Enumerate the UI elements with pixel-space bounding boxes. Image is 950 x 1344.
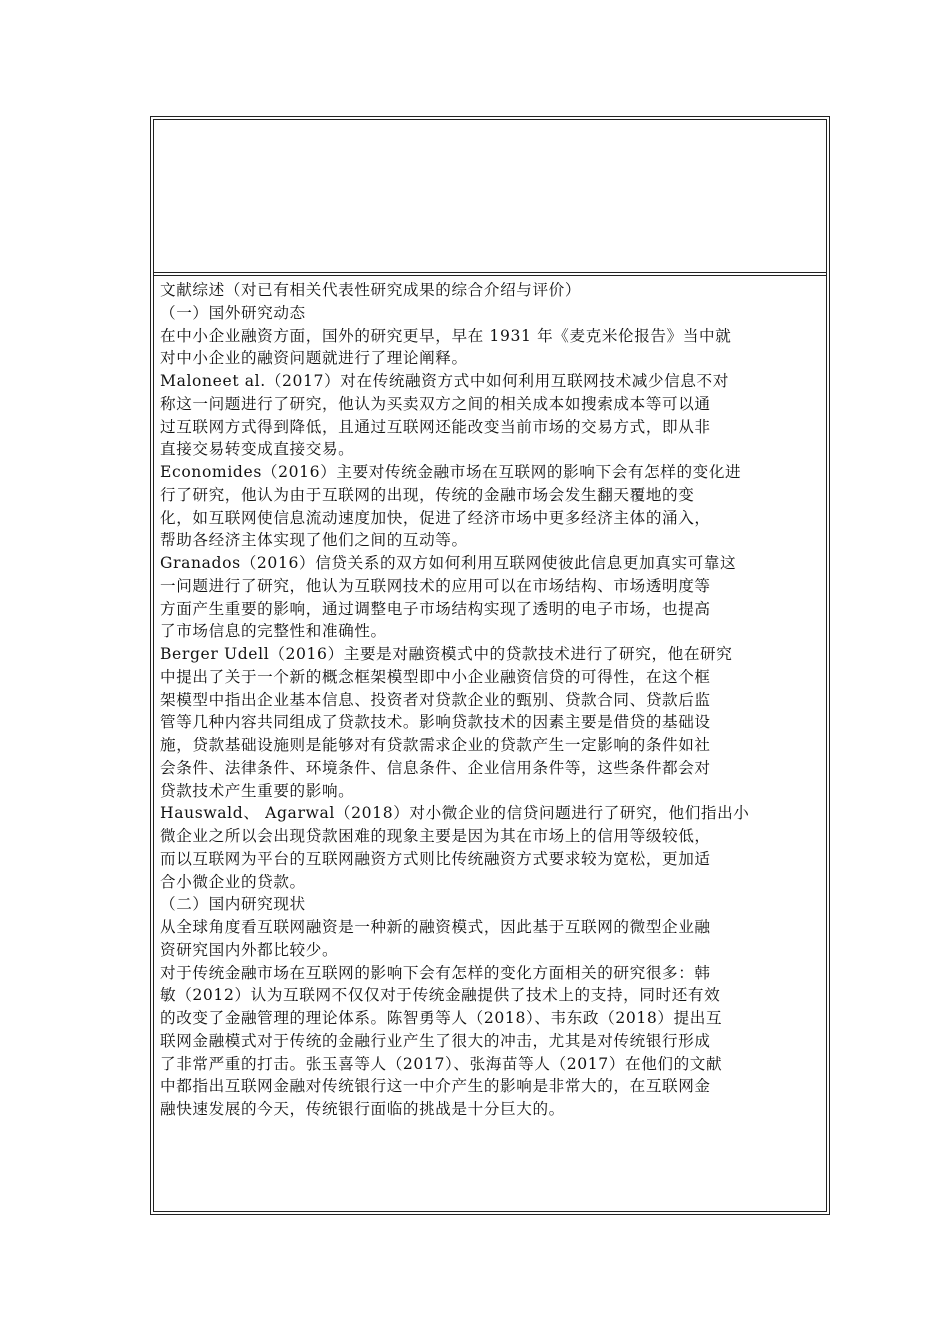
literature-review-cell: [160, 279, 820, 1121]
text-line: 微企业之所以会出现贷款困难的现象主要是因为其在市场上的信用等级较低，: [160, 827, 711, 845]
subsection-domestic: （二）国内研究现状: [160, 895, 306, 914]
text-line: 方面产生重要的影响，通过调整电子市场结构实现了透明的电子市场，也提高: [160, 599, 711, 618]
text-line: 中都指出互联网金融对传统银行这一中介产生的影响是非常大的，在互联网金: [160, 1077, 711, 1096]
text-line: Hauswald、 Agarwal（2018）对小微企业的信贷问题进行了研究，他们指出小: [160, 804, 750, 823]
text-line: 联网金融模式对于传统的金融行业产生了很大的冲击，尤其是对传统银行形成: [160, 1031, 711, 1050]
text-line: Economides（2016）主要对传统金融市场在互联网的影响下会有怎样的变化进: [160, 463, 742, 481]
text-line: 资研究国内外都比较少。: [160, 940, 339, 959]
paragraph-5: [160, 643, 820, 802]
text-line: 对于传统金融市场在互联网的影响下会有怎样的变化方面相关的研究很多：韩: [160, 963, 711, 982]
paragraph-4: [160, 552, 820, 643]
paragraph-2: [160, 370, 820, 461]
cell-divider: [154, 275, 826, 276]
text-line: 在中小企业融资方面，国外的研究更早，早在 1931 年《麦克米伦报告》当中就: [160, 326, 732, 345]
text-line: 了市场信息的完整性和准确性。: [160, 622, 387, 641]
empty-top-cell: [154, 120, 826, 273]
text-line: 过互联网方式得到降低，且通过互联网还能改变当前市场的交易方式，即从非: [160, 417, 711, 436]
section-title: 文献综述（对已有相关代表性研究成果的综合介绍与评价）: [160, 281, 582, 299]
text-line: 贷款技术产生重要的影响。: [160, 781, 355, 800]
text-line: 从全球角度看互联网融资是一种新的融资模式，因此基于互联网的微型企业融: [160, 918, 711, 936]
text-line: 施，贷款基础设施则是能够对有贷款需求企业的贷款产生一定影响的条件如社: [160, 736, 711, 754]
text-line: 的改变了金融管理的理论体系。陈智勇等人（2018）、韦东政（2018）提出互: [160, 1009, 723, 1027]
text-line: 帮助各经济主体实现了他们之间的互动等。: [160, 531, 468, 550]
paragraph-8: [160, 962, 820, 1121]
paragraph-3: [160, 461, 820, 552]
text-line: 了非常严重的打击。张玉喜等人（2017）、张海苗等人（2017）在他们的文献: [160, 1054, 723, 1073]
text-line: 融快速发展的今天，传统银行面临的挑战是十分巨大的。: [160, 1100, 565, 1118]
text-line: 敏（2012）认为互联网不仅仅对于传统金融提供了技术上的支持，同时还有效: [160, 986, 721, 1005]
text-line: 架模型中指出企业基本信息、投资者对贷款企业的甄别、贷款合同、贷款后监: [160, 690, 711, 709]
text-line: Granados（2016）信贷关系的双方如何利用互联网使彼此信息更加真实可靠这: [160, 554, 737, 572]
subsection-foreign: （一）国外研究动态: [160, 303, 306, 322]
text-line: 而以互联网为平台的互联网融资方式则比传统融资方式要求较为宽松，更加适: [160, 849, 711, 868]
paragraph-7: [160, 916, 820, 962]
text-line: 直接交易转变成直接交易。: [160, 440, 355, 459]
text-line: 中提出了关于一个新的概念框架模型即中小企业融资信贷的可得性，在这个框: [160, 667, 711, 686]
paragraph-1: [160, 325, 820, 371]
text-line: 行了研究，他认为由于互联网的出现，传统的金融市场会发生翻天覆地的变: [160, 485, 695, 504]
text-line: 会条件、法律条件、环境条件、信息条件、企业信用条件等，这些条件都会对: [160, 758, 711, 777]
paragraph-6: [160, 802, 820, 893]
text-line: 合小微企业的贷款。: [160, 872, 306, 891]
text-line: 一问题进行了研究，他认为互联网技术的应用可以在市场结构、市场透明度等: [160, 576, 711, 595]
form-table: [150, 116, 830, 1215]
text-line: 称这一问题进行了研究，他认为买卖双方之间的相关成本如搜索成本等可以通: [160, 394, 711, 413]
text-line: Maloneet al.（2017）对在传统融资方式中如何利用互联网技术减少信息不对: [160, 372, 729, 390]
form-table-inner: [153, 119, 827, 1212]
text-line: 管等几种内容共同组成了贷款技术。影响贷款技术的因素主要是借贷的基础设: [160, 713, 711, 732]
text-line: Berger Udell（2016）主要是对融资模式中的贷款技术进行了研究，他在研究: [160, 645, 733, 663]
text-line: 化，如互联网使信息流动速度加快，促进了经济市场中更多经济主体的涌入，: [160, 508, 711, 527]
text-line: 对中小企业的融资问题就进行了理论阐释。: [160, 349, 468, 368]
